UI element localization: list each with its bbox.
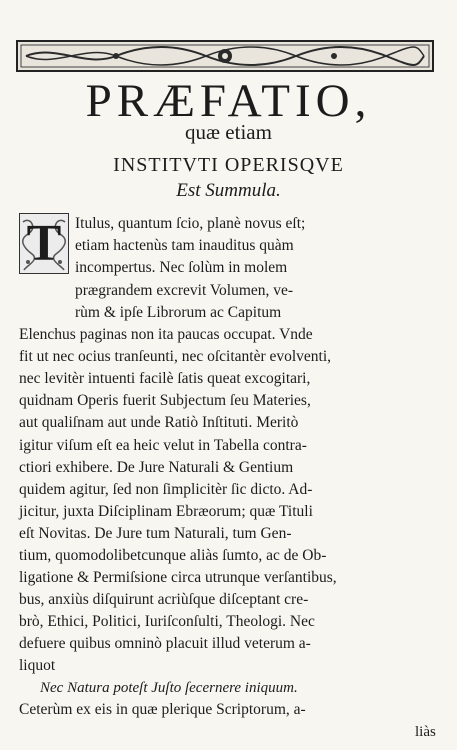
body-line: rùm & ipſe Librorum ac Capitum — [75, 304, 282, 321]
headpiece-ornament — [16, 40, 434, 72]
body-line: prægrandem excrevit Volumen, ve- — [75, 282, 294, 299]
body-line: incompertus. Nec ſolùm in molem — [75, 259, 288, 276]
body-line: quidnam Operis fuerit Subjectum ſeu Materies, — [19, 392, 311, 409]
body-line-last: Ceterùm ex eis in quæ plerique Scriptorum, a- — [19, 701, 306, 718]
body-line: ctiori exhibere. De Jure Naturali & Gentium — [19, 459, 294, 476]
subtitle-line-1: quæ etiam — [185, 120, 272, 144]
body-line: Elenchus paginas non ita paucas occupat. Vnde — [19, 326, 313, 343]
body-line: aut qualiſnam aut unde Ratiò Inſtituti. Meritò — [19, 414, 299, 431]
subtitle-line-3: Est Summula. — [176, 180, 281, 201]
body-line: eſt Novitas. De Jure tum Naturali, tum Gen- — [19, 525, 292, 542]
subtitle-line-2: INSTITVTI OPERISQVE — [113, 154, 344, 176]
body-line: quidem agitur, ſed non ſimplicitèr ſic dicto. Ad- — [19, 481, 313, 498]
body-line: etiam hactenùs tam inauditus quàm — [75, 237, 294, 254]
body-line: bus, anxiùs diſquirunt acriùſque diſceptant cre- — [19, 591, 309, 608]
body-line: Itulus, quantum ſcio, planè novus eſt; — [75, 215, 306, 232]
body-line: igitur viſum eſt ea heic velut in Tabella contra- — [19, 437, 307, 454]
body-line: nec levitèr intuenti facilè ſatis queat excogitari, — [19, 370, 311, 387]
body-line: defuere quibus omninò placuit illud veterum a- — [19, 635, 311, 652]
decorated-initial — [19, 213, 69, 274]
body-line: liquot — [19, 657, 56, 674]
body-line: jicitur, juxta Diſciplinam Ebræorum; quæ Tituli — [19, 503, 313, 520]
verse-quotation: Nec Natura poteſt Juſto ſecernere iniquum. — [40, 680, 298, 696]
body-line: tium, quomodolibetcunque aliàs ſumto, ac de Ob- — [19, 547, 327, 564]
body-line: ligatione & Permiſsione circa utrunque verſantibus, — [19, 569, 337, 586]
body-line: fit ut nec ocius tranſeunti, nec oſcitantèr evolventi, — [19, 348, 332, 365]
catchword: liàs — [415, 724, 436, 740]
page-title: PRÆFATIO, — [85, 75, 372, 127]
initial-letter: T — [26, 215, 62, 272]
body-line: brò, Ethici, Politici, Iuriſconſulti, Theologi. Nec — [19, 613, 315, 630]
